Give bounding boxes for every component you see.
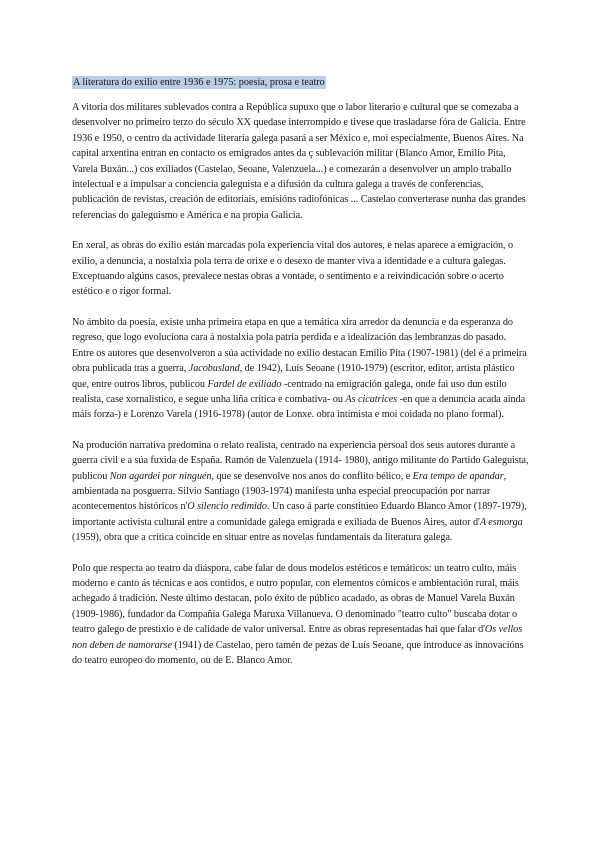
text-segment: -en que a denuncia acada aínda máis forza-) e Lorenzo Varela (1916-1978) (autor de Lonxe. obra intimista e moi coidada no plano formal).	[72, 393, 526, 421]
text-segment: Na produción narrativa predomina o relato realista, centrado na experiencia persoal dos seus autores durante a guerra civil e a súa fuxida de España. Ramón de Valenzuela (1914- 1980), antigo militante do Partido Galeguista, publicou	[72, 439, 529, 482]
text-segment: No ámbito da poesía, existe unha primeira etapa en que a temática xira arredor da denuncia e da esperanza do regreso, que logo evoluciona cara á nostalxia pola patria perdida e a idealización das lembranzas do pasado. Entre os autores que desenvolveron a súa actividade no exilio destacan Emilio Pita (1907-1981) (del é a primeira obra publicada tras a guerra,	[72, 316, 527, 375]
work-title: O silencio redimido	[187, 501, 267, 513]
paragraph-overview: En xeral, as obras do exilio están marcadas pola experiencia vital dos autores, e nelas aparece a emigración, o exilio, a denuncia, a nostalxia pola terra de orixe e o desexo de manter viva a identidade e a cultura galegas. Exceptuando algúns casos, prevalece nestas obras a vontade, o sentimento e a reivindicación sobre o acerto estético e o rigor formal.	[72, 240, 514, 298]
text-segment: (1941) de Castelao, pero tamén de pezas de Luís Seoane, que introduce as innovacións do teatro europeo do momento, ou de E. Blanco Amor.	[72, 639, 524, 666]
document-title: A literatura do exilio entre 1936 e 1975: poesía, prosa e teatro	[73, 77, 325, 88]
work-title: A esmorga	[479, 516, 523, 528]
text-segment: (1959), obra que a crítica coincide en situar entre as novelas fundamentais da literatura galega.	[72, 532, 453, 544]
title-row	[72, 72, 530, 88]
work-title: As cicatrices	[345, 393, 398, 405]
work-title: Non agardei por ninguén	[109, 470, 212, 482]
paragraph-narrative	[72, 438, 530, 546]
work-title: Fardel de exiliado	[207, 378, 282, 390]
paragraph-theatre	[72, 561, 530, 669]
text-segment: , ambientada na posguerra. Silvio Santiago (1903-1974) manifesta unha especial preocupación por narrar acontecementos históricos n'	[72, 470, 507, 513]
paragraph-intro: A vitoria dos militares sublevados contra a República supuxo que o labor literario e cultural que se comezaba a desenvolver no primeiro terzo do século XX quedase interrompido e tivese que trasladarse fóra de Galicia. Entre 1936 e 1950, o centro da actividade literaria galega pasará a ser México e, moi especialmente, Buenos Aires. Na capital arxentina entran en contacto os emigrados antes da ç sublevación militar (Blanco Amor, Emilio Pita, Varela Buxán...) cos exiliados (Castelao, Seoane, Valenzuela...) e comezarán a desenvolver un amplo traballo intelectual e a impulsar a conciencia galeguista e a difusión da cultura galega a través de conferencias, publicación de revistas, creación de editoriais, emisións radiofónicas ... Castelao converterase nunha das grandes referencias do galeguismo e América e na propia Galicia.	[72, 102, 526, 221]
text-segment: , que se desenvolve nos anos do conflito bélico, e	[211, 470, 413, 482]
text-segment: -centrado na emigración galega, onde fai uso dun estilo realista, case xornalístico, e segue unha liña crítica e combativa- ou	[72, 378, 507, 405]
work-title: Era tempo de apandar	[412, 470, 504, 482]
work-title: Os vellos non deben de namorarse	[72, 624, 523, 651]
work-title: Jacobusland	[188, 363, 240, 375]
text-segment: . Un caso á parte constitúeo Eduardo Blanco Amor (1897-1979), importante activista cultural entre a comunidade galega emigrada e exiliada de Buenos Aires, autor d'	[72, 501, 527, 528]
paragraph-poetry	[72, 315, 530, 423]
text-segment: Polo que respecta ao teatro da diáspora, cabe falar de dous modelos estéticos e temáticos: un teatro culto, máis moderno e canto ás técnicas e aos contidos, e outro popular, con elementos cómicos e ambientación rural, máis achegado á tradición. Neste último destacan, polo éxito de público acadado, as obras de Manuel Varela Buxán (1909-1986), fundador da Compañía Galega Maruxa Villanueva. O denominado "teatro culto" buscaba dotar o teatro galego de prestixio e de calidade de valor universal. Entre as obras representadas hai que falar d'	[72, 562, 519, 636]
text-segment: , de 1942), Luís Seoane (1910-1979) (escritor, editor, artista plástico que, entre outros libros, publicou	[72, 363, 515, 390]
